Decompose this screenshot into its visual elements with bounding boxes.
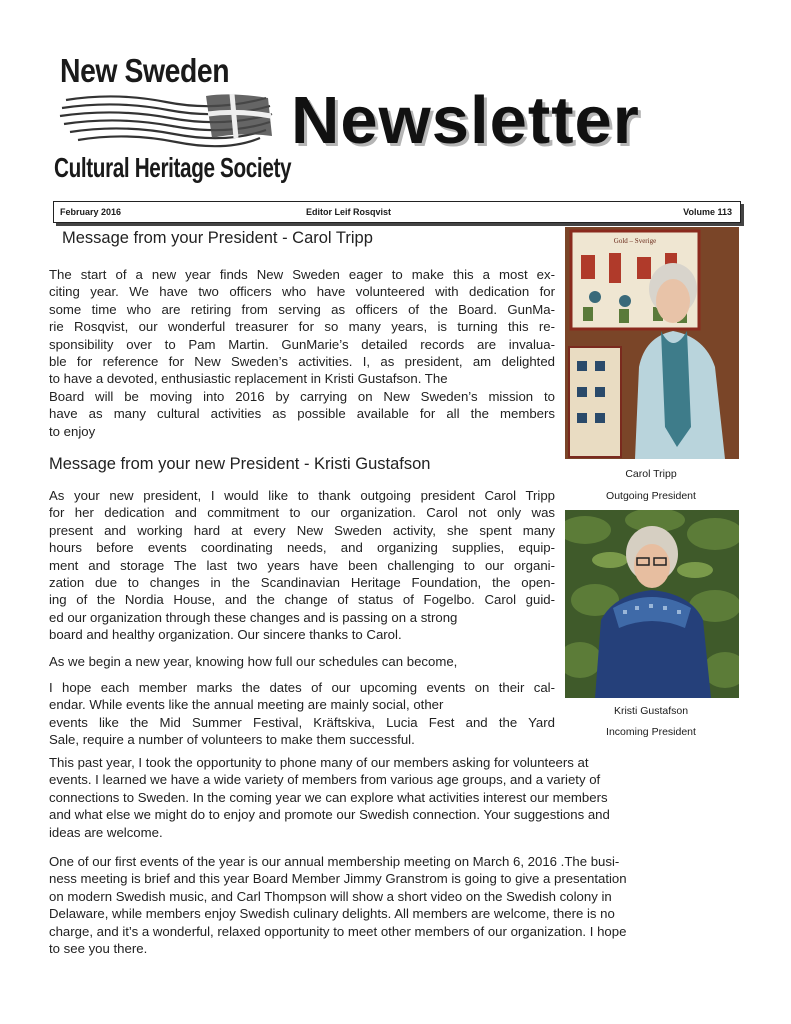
text-line: to have a devoted, enthusiastic replacement in Kristi Gustafson. The: [49, 371, 448, 387]
text-line: have as many cultural activities as possible available for all the members: [49, 406, 555, 422]
text-line: connections to Sweden. In the coming year we can explore what activities interest our members: [49, 789, 608, 805]
photo-carol-tripp: [565, 227, 739, 459]
text-line: citing year. We have two officers who have volunteered with dedication for: [49, 284, 555, 300]
text-line: As your new president, I would like to thank outgoing president Carol Tripp: [49, 488, 555, 503]
tapestry-text: Gold – Sverige: [613, 237, 657, 245]
text-line: on modern Swedish music, and Carl Thompson will show a short video on the Swedish colony in: [49, 888, 612, 904]
section-heading-president: Message from your President - Carol Tripp: [62, 229, 373, 247]
text-line: sponsibility over to Pam Martin. GunMarie’s detailed records are invalua-: [49, 336, 555, 352]
text-line: hours before events coordinating needs, and organizing supplies, equip-: [49, 540, 555, 556]
text-line: Sale, require a number of volunteers to make them successful.: [49, 732, 415, 748]
text-line: I hope each member marks the dates of our upcoming events on their cal-: [49, 680, 555, 695]
issue-info-bar: [53, 201, 741, 223]
caption-kristi-name: Kristi Gustafson: [613, 705, 689, 717]
text-line: for her dedication and commitment to our organization. Carol not only was: [49, 505, 555, 521]
section-heading-new-president: Message from your new President - Kristi Gustafson: [49, 455, 431, 473]
text-line: ing of the Nordia House, and the change of status of Fogelbo. Carol guid-: [49, 592, 555, 608]
president-message: [49, 266, 555, 440]
text-line: rie Rosqvist, our wonderful treasurer for so many years, is turning this re-: [49, 319, 555, 335]
newsletter-title: Newsletter: [291, 83, 640, 158]
text-line: some time who are retiring from serving as officers of the Board. GunMa-: [49, 301, 555, 317]
text-line: events like the Mid Summer Festival, Kräftskiva, Lucia Fest and the Yard: [49, 714, 555, 730]
text-line: ideas are welcome.: [49, 824, 163, 840]
text-line: ness meeting is brief and this year Board Member Jimmy Granstrom is going to give a presentation: [49, 871, 627, 887]
text-line: The start of a new year finds New Sweden eager to make this a most ex-: [49, 267, 555, 282]
text-line: present and working hard at every New Sweden activity, she spent many: [49, 522, 555, 538]
text-line: ment and storage The last two years have been challenging to our organi-: [49, 557, 555, 573]
text-line: Delaware, while members enjoy Swedish culinary delights. All members are welcome, there is no: [49, 906, 615, 922]
caption-carol-role: Outgoing President: [606, 490, 696, 502]
caption-kristi-role: Incoming President: [606, 726, 696, 738]
logo-line-2: Cultural Heritage Society: [54, 152, 292, 183]
text-line: ble for reference for New Sweden’s activities. I, as president, am delighted: [49, 354, 555, 370]
photo-kristi-gustafson: [565, 510, 739, 698]
waving-flag-graphic: [56, 92, 286, 150]
new-president-message-p4: [49, 754, 739, 841]
text-line: One of our first events of the year is our annual membership meeting on March 6, 2016 .The busi-: [49, 854, 620, 869]
new-president-message-p2: [49, 653, 555, 670]
text-line: endar. While events like the annual meeting are mainly social, other: [49, 697, 444, 713]
text-line: to see you there.: [49, 941, 148, 957]
caption-carol-name: Carol Tripp: [625, 468, 677, 480]
text-line: This past year, I took the opportunity to phone many of our members asking for volunteers at: [49, 755, 589, 770]
text-line: Board will be moving into 2016 by carrying on New Sweden’s mission to: [49, 388, 555, 404]
text-line: events. I learned we have a wide variety of members from various age groups, and a variety of: [49, 772, 601, 788]
text-line: and what else we might do to enjoy and promote our Swedish connection. Your suggestions and: [49, 807, 610, 823]
volume-number: Volume 113: [683, 207, 732, 217]
new-president-message-p5: [49, 853, 739, 957]
new-president-message-p1: [49, 487, 555, 644]
editor-credit: Editor Leif Rosqvist: [306, 207, 392, 217]
text-line: zation due to changes in the Scandinavian Heritage Foundation, the open-: [49, 575, 555, 591]
text-line: ed our organization through these changes and is passing on a strong: [49, 609, 458, 625]
text-line: As we begin a new year, knowing how full our schedules can become,: [49, 654, 458, 669]
text-line: charge, and it’s a wonderful, relaxed opportunity to meet other members of our organization. I hope: [49, 923, 627, 939]
society-logo: [54, 52, 292, 192]
logo-line-1: New Sweden: [60, 52, 230, 89]
new-president-message-p3: [49, 679, 555, 749]
text-line: to enjoy: [49, 423, 96, 439]
issue-date: February 2016: [60, 207, 122, 217]
text-line: board and healthy organization. Our sincere thanks to Carol.: [49, 627, 402, 643]
